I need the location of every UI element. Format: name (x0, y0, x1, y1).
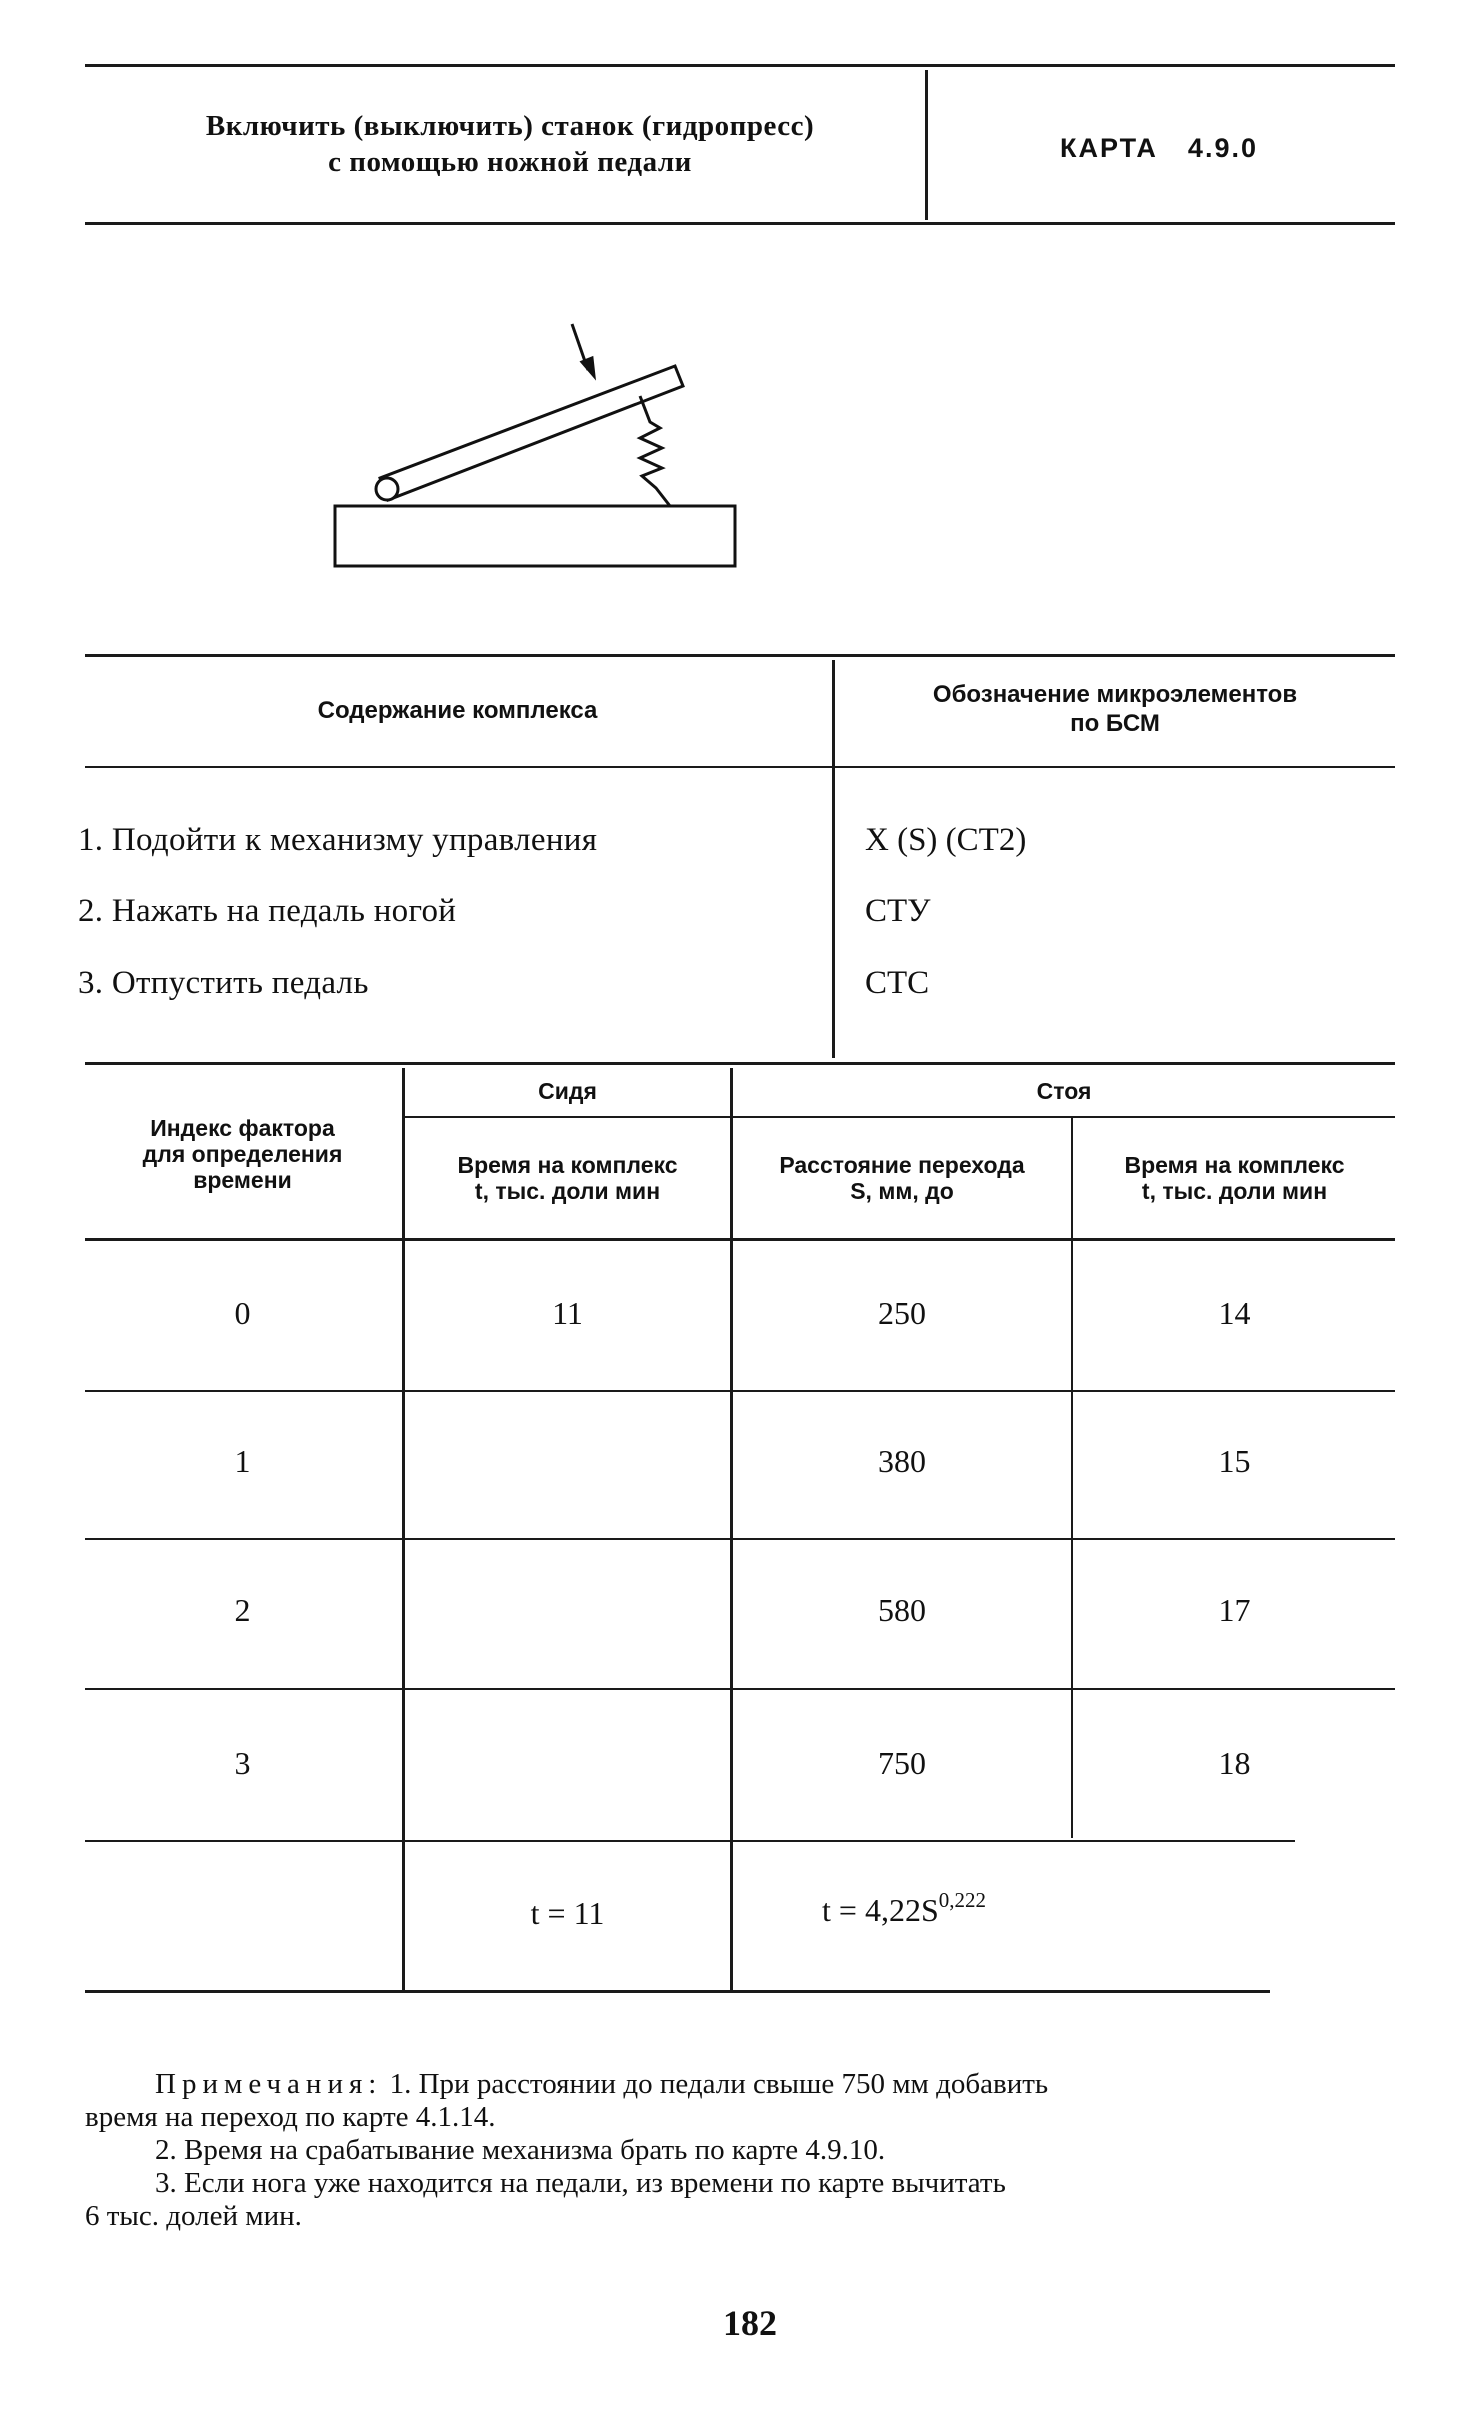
time-table-top-rule (85, 1062, 1395, 1065)
index-header-line2: для определения (142, 1141, 343, 1167)
card-number: 4.9.0 (1187, 133, 1258, 163)
table-row-0-stand-time: 14 (1218, 1295, 1251, 1331)
table-row-3-distance: 750 (878, 1745, 926, 1781)
notes (85, 2068, 1415, 2233)
time-table-divider-3 (1071, 1118, 1073, 1838)
micro-3: СТС (865, 965, 930, 1001)
table-row-3-index: 3 (234, 1745, 251, 1781)
step-2: 2. Нажать на педаль ногой (78, 893, 457, 929)
stand-header: Стоя (1036, 1078, 1092, 1104)
page-number: 182 (723, 2303, 777, 2343)
table-row-2-stand-time: 17 (1218, 1592, 1251, 1628)
micro-header-line2: по БСМ (1070, 710, 1160, 737)
micro-column-header (835, 680, 1395, 738)
time-table-divider-1 (402, 1068, 405, 1990)
table-row-rule-3 (85, 1688, 1395, 1690)
pedal-hinge (376, 478, 398, 500)
header-top-rule (85, 64, 1395, 67)
formula-stand (822, 1888, 986, 1929)
index-column-header (85, 1115, 400, 1193)
card-title-line1: Включить (выключить) станок (гидропресс) (205, 110, 815, 142)
card-title-line2: с помощью ножной педали (328, 146, 692, 178)
table-row-3-stand-time: 18 (1218, 1745, 1251, 1781)
step-3: 3. Отпустить педаль (78, 965, 369, 1001)
card-number-label (1060, 133, 1258, 164)
table-row-0-distance: 250 (878, 1295, 926, 1331)
content-table-header-rule (85, 766, 1395, 768)
pedal-spring (640, 396, 670, 506)
distance-header-line1: Расстояние перехода (779, 1152, 1025, 1178)
content-table-divider (832, 660, 835, 1058)
header-divider (925, 70, 928, 220)
formula-sit: t = 11 (530, 1895, 605, 1931)
sit-header: Сидя (538, 1078, 597, 1104)
note-1-line2: время на переход по карте 4.1.14. (85, 2101, 496, 2133)
stand-time-header-line2: t, тыс. доли мин (1141, 1178, 1328, 1204)
distance-header (733, 1152, 1071, 1204)
note-3-line2: 6 тыс. долей мин. (85, 2200, 302, 2232)
time-table-subheader-rule (402, 1116, 1395, 1118)
sit-time-header (405, 1152, 730, 1204)
step-1: 1. Подойти к механизму управления (78, 822, 598, 858)
table-row-2-distance: 580 (878, 1592, 926, 1628)
notes-label: Примечания: (155, 2068, 383, 2100)
content-table-top-rule (85, 654, 1395, 657)
force-arrow-head (582, 358, 594, 376)
note-1-line1 (85, 2068, 1415, 2101)
table-row-1-index: 1 (234, 1443, 251, 1479)
content-column-header: Содержание комплекса (317, 697, 598, 724)
formula-stand-exponent: 0,222 (938, 1888, 986, 1912)
table-row-2-index: 2 (234, 1592, 251, 1628)
note-3-line1: 3. Если нога уже находится на педали, из времени по карте вычитать (155, 2167, 1006, 2199)
table-row-rule-1 (85, 1390, 1395, 1392)
pedal-lever (380, 366, 683, 500)
time-table-bottom-rule (85, 1990, 1270, 1993)
card-title (120, 108, 900, 180)
header-bottom-rule (85, 222, 1395, 225)
index-header-line3: времени (193, 1167, 292, 1193)
micro-header-line1: Обозначение микроэлементов (932, 681, 1298, 708)
stand-time-header (1074, 1152, 1395, 1204)
stand-time-header-line1: Время на комплекс (1124, 1152, 1345, 1178)
time-table-divider-2 (730, 1068, 733, 1990)
pedal-diagram (320, 310, 760, 580)
distance-header-line2: S, мм, до (850, 1178, 954, 1204)
sit-time-header-line1: Время на комплекс (457, 1152, 678, 1178)
table-row-0-index: 0 (234, 1295, 251, 1331)
table-row-rule-2 (85, 1538, 1395, 1540)
note-1a: 1. При расстоянии до педали свыше 750 мм добавить (389, 2068, 1049, 2100)
table-row-1-distance: 380 (878, 1443, 926, 1479)
time-table-header-bottom-rule (85, 1238, 1395, 1241)
table-row-0-sit-time: 11 (552, 1295, 583, 1331)
micro-1: X (S) (CT2) (865, 822, 1027, 858)
card-label: КАРТА (1060, 133, 1158, 163)
table-row-rule-4 (85, 1840, 1295, 1842)
index-header-line1: Индекс фактора (150, 1115, 335, 1141)
table-row-1-stand-time: 15 (1218, 1443, 1251, 1479)
sit-time-header-line2: t, тыс. доли мин (474, 1178, 661, 1204)
micro-2: СТУ (865, 893, 931, 929)
pedal-base (335, 506, 735, 566)
formula-stand-base: t = 4,22S (822, 1892, 939, 1928)
note-2: 2. Время на срабатывание механизма брать по карте 4.9.10. (155, 2134, 886, 2166)
